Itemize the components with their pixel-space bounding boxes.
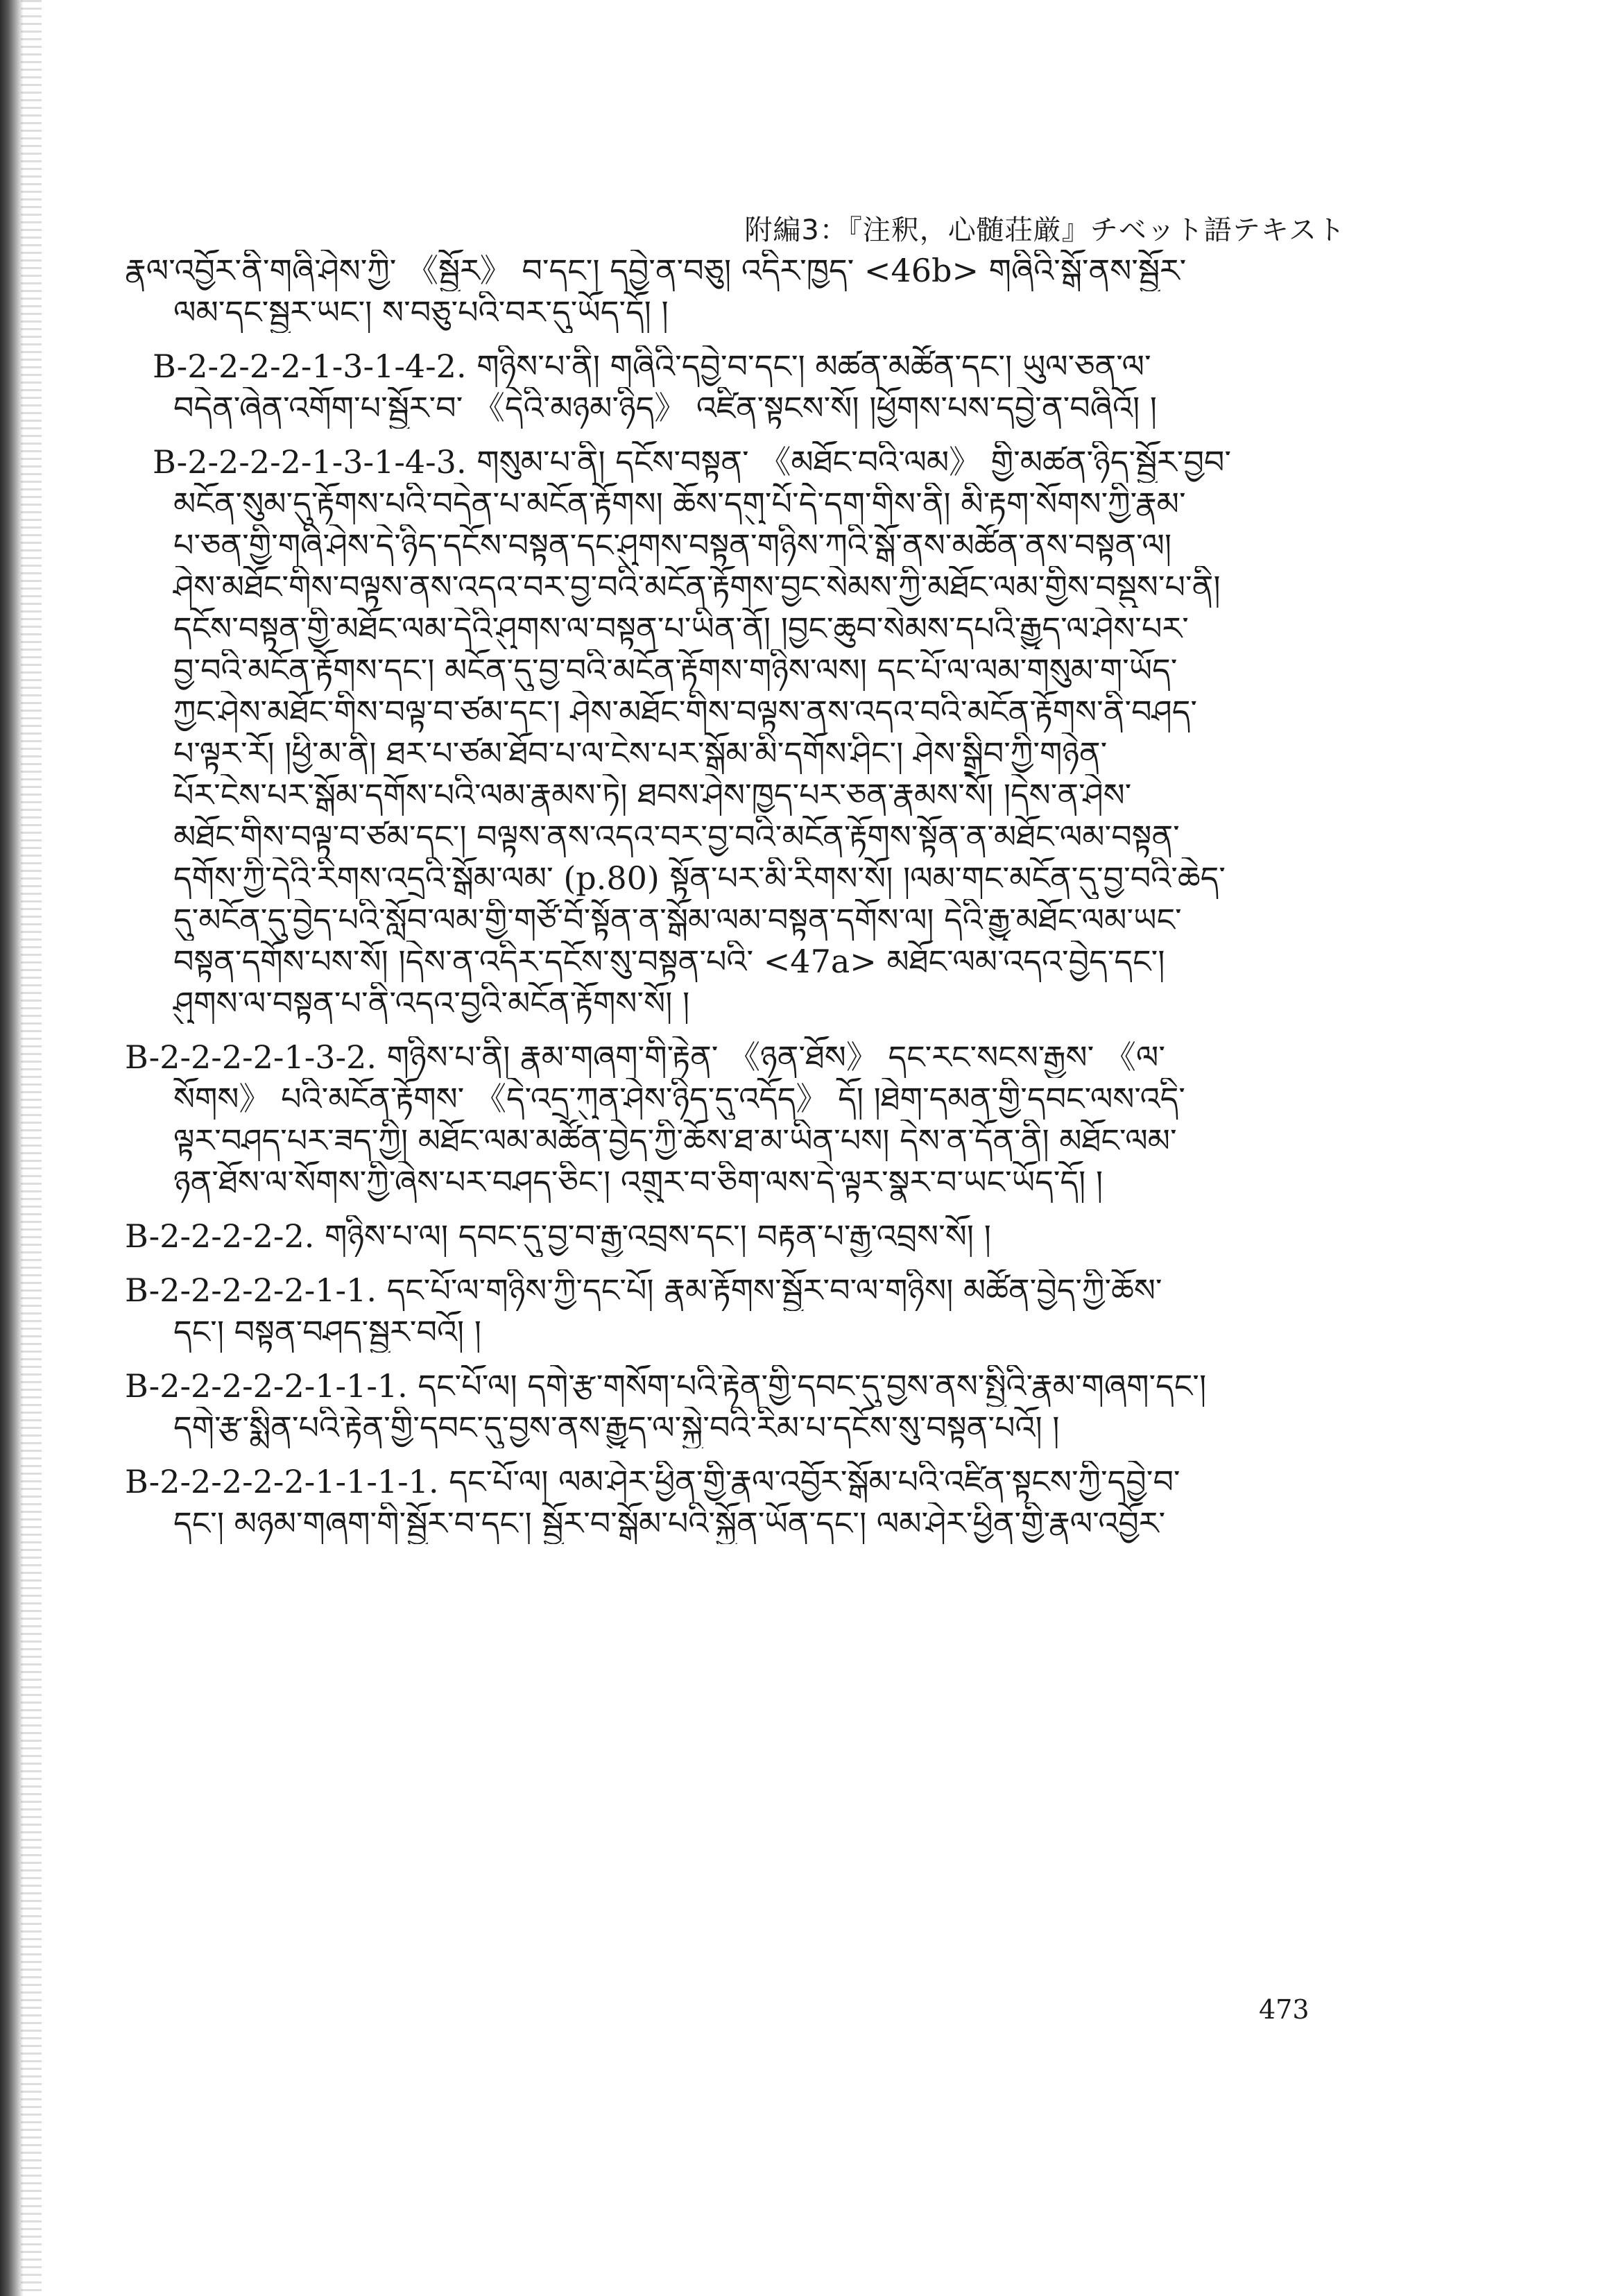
- section-B-2-2-2-2-1-3-2: [125, 1036, 1346, 1203]
- running-header: 附編3：『注釈，心髄荘厳』チベット語テキスト: [744, 214, 1346, 246]
- binding-speckle: [21, 0, 42, 2296]
- text-line: ལྟར་བཤད་པར་ཟད་ཀྱི། མཐོང་ལམ་མཚོན་བྱེད་ཀྱི་ཆོས་ཐ་མ་ཡིན་པས། དེས་ན་དོན་ནི། མཐོང་ལམ་: [173, 1122, 1177, 1159]
- section-B-2-2-2-2-1-3-1-4-2: [125, 345, 1346, 429]
- text-line: པ་ལྟར་རོ། །ཕྱི་མ་ནི། ཐར་པ་ཙམ་ཐོབ་པ་ལ་ངེས་པར་སྒོམ་མི་དགོས་ཤིང་། ཤེས་སྒྲིབ་ཀྱི་གཉེན་: [173, 735, 1108, 772]
- text-line: ཤེས་མཐོང་གིས་བལྟས་ནས་འདའ་བར་བྱ་བའི་མངོན་རྟོགས་བྱང་སེམས་ཀྱི་མཐོང་ལམ་གྱིས་བསྡུས་པ་ནི།: [173, 568, 1221, 606]
- text-line: དུ་མངོན་དུ་བྱེད་པའི་སློབ་ལམ་གྱི་གཙོ་བོ་སྟོན་ན་སྒོམ་ལམ་བསྟན་དགོས་ལ། དེའི་རྒྱུ་མཐོང་ལམ་ཡང་: [173, 901, 1182, 939]
- section-B-2-2-2-2-2-1-1-1: [125, 1365, 1346, 1448]
- text-line: པོར་ངེས་པར་སྒོམ་དགོས་པའི་ལམ་རྣམས་ཏེ། ཐབས་ཤེས་ཁྱད་པར་ཅན་རྣམས་སོ། །དེས་ན་ཤེས་: [173, 776, 1132, 814]
- section-B-2-2-2-2-2-1-1-1-1: [125, 1461, 1346, 1544]
- section-heading-line: B-2-2-2-2-2-1-1-1. དང་པོ་ལ། དགེ་རྩ་གསོག་པའི་རྟེན་གྱི་དབང་དུ་བྱས་ནས་སྤྱིའི་རྣམ་གཞག་དང་།: [125, 1367, 1207, 1405]
- text-line: པ་ཅན་གྱི་གཞི་ཤེས་དེ་ཉིད་དངོས་བསྟན་དང་ཤུགས་བསྟན་གཉིས་ཀའི་སྒོ་ནས་མཚོན་ནས་བསྟན་ལ།: [173, 526, 1172, 564]
- section-B-2-2-2-2-2-1-1: [125, 1269, 1346, 1353]
- section-heading-line: B-2-2-2-2-1-3-1-4-2. གཉིས་པ་ནི། གཞིའི་དབྱེ་བ་དང་། མཚན་མཚོན་དང་། ཡུལ་ཅན་ལ་: [153, 348, 1151, 385]
- text-line: དགེ་རྩ་སྨིན་པའི་རྟེན་གྱི་དབང་དུ་བྱས་ནས་རྒྱུད་ལ་སྐྱེ་བའི་རིམ་པ་དངོས་སུ་བསྟན་པའོ། །: [173, 1409, 1060, 1446]
- section-B-2-2-2-2-2: [125, 1215, 1346, 1257]
- text-line: དངོས་བསྟན་གྱི་མཐོང་ལམ་དེའི་ཤུགས་ལ་བསྟན་པ་ཡིན་ནོ། །བྱང་ཆུབ་སེམས་དཔའི་རྒྱུད་ལ་ཤེས་པར་: [173, 610, 1189, 647]
- section-B-2-2-2-2-1-3-1-4-3: [125, 441, 1346, 1024]
- tibetan-text-block: [125, 250, 1346, 1557]
- binding-shadow: [0, 0, 24, 2296]
- text-line: དགོས་ཀྱི་དེའི་རིགས་འདྲའི་སྒོམ་ལམ་ (p.80) སྟོན་པར་མི་རིགས་སོ། །ལམ་གང་མངོན་དུ་བྱ་བའི་ཆེད་: [173, 859, 1226, 897]
- text-line: དང་། མཉམ་གཞག་གི་སྦྱོར་བ་དང་། སྦྱོར་བ་སྒོམ་པའི་སྐྱོན་ཡོན་དང་། ལམ་ཤེར་ཕྱིན་གྱི་རྣལ་འབྱོར་: [173, 1505, 1166, 1542]
- text-line: ཀྱང་ཤེས་མཐོང་གིས་བལྟ་བ་ཙམ་དང་། ཤེས་མཐོང་གིས་བལྟས་ནས་འདའ་བའི་མངོན་རྟོགས་ནི་བཤད་: [173, 693, 1197, 730]
- paragraph-continuation: [125, 250, 1346, 333]
- text-line: བསྟན་དགོས་པས་སོ། །དེས་ན་འདིར་དངོས་སུ་བསྟན་པའི་ <47a> མཐོང་ལམ་འདའ་བྱེད་དང་།: [173, 943, 1165, 980]
- text-line: ཉན་ཐོས་ལ་སོགས་ཀྱི་ཞེས་པར་བཤད་ཅིང་། འགྲུར་བ་ཅིག་ལས་དེ་ལྟར་སྣར་བ་ཡང་ཡོད་དོ། །: [173, 1163, 1104, 1201]
- text-line: མངོན་སུམ་དུ་རྟོགས་པའི་བདེན་པ་མངོན་རྟོགས། ཆོས་དགུ་པོ་དེ་དག་གིས་ནི། མི་རྟག་སོགས་ཀྱི་རྣམ་: [173, 485, 1186, 522]
- text-line: མཐོང་གིས་བལྟ་བ་ཙམ་དང་། བལྟས་ནས་འདའ་བར་བྱ་བའི་མངོན་རྟོགས་སྟོན་ན་མཐོང་ལམ་བསྟན་: [173, 818, 1180, 855]
- section-heading-line: B-2-2-2-2-2-1-1. དང་པོ་ལ་གཉིས་ཀྱི་དང་པོ། རྣམ་རྟོགས་སྦྱོར་བ་ལ་གཉིས། མཚོན་བྱེད་ཀྱི་ཆོས་: [125, 1271, 1162, 1309]
- text-line: ཤུགས་ལ་བསྟན་པ་ནི་འདའ་བྱའི་མངོན་རྟོགས་སོ། །: [173, 984, 690, 1022]
- text-line: བདེན་ཞེན་འགོག་པ་སྦྱོར་བ་ 《དེའི་མཉམ་ཉིད》 འཛིན་སྟངས་སོ། །ཕྱོགས་པས་དབྱེ་ན་བཞིའོ། །: [173, 389, 1158, 427]
- section-heading-line: B-2-2-2-2-2-1-1-1-1. དང་པོ་ལ། ལམ་ཤེར་ཕྱིན་གྱི་རྣལ་འབྱོར་སྒོམ་པའི་འཛིན་སྟངས་ཀྱི་དབྱེ་བ་: [125, 1463, 1180, 1500]
- text-line: ལམ་དང་སྦྱར་ཡང་། ས་བཅུ་པའི་བར་དུ་ཡོད་དོ། །: [173, 293, 669, 331]
- page-number: 473: [1259, 1994, 1309, 2025]
- text-line: བྱ་བའི་མངོན་རྟོགས་དང་། མངོན་དུ་བྱ་བའི་མངོན་རྟོགས་གཉིས་ལས། དང་པོ་ལ་ལམ་གསུམ་ག་ཡོད་: [173, 651, 1178, 689]
- section-heading-line: B-2-2-2-2-2. གཉིས་པ་ལ། དབང་དུ་བྱ་བ་རྒྱ་འབྲས་དང་། བརྟན་པ་རྒྱ་འབྲས་སོ། །: [125, 1217, 991, 1255]
- text-line: སོགས》 པའི་མངོན་རྟོགས་ 《དེ་འདྲ་ཀུན་ཤེས་ཉིད་དུ་འདོད》 དོ། །ཐེག་དམན་གྱི་དབང་ལས་འདི་: [173, 1080, 1185, 1117]
- text-line: དང་། བསྟན་བཤད་སྦྱར་བའོ། །: [173, 1313, 481, 1351]
- section-heading-line: B-2-2-2-2-1-3-2. གཉིས་པ་ནི། རྣམ་གཞག་གི་རྟེན་ 《ཉན་ཐོས》 དང་རང་སངས་རྒྱས་ 《ལ་: [125, 1038, 1165, 1076]
- section-heading-line: B-2-2-2-2-1-3-1-4-3. གསུམ་པ་ནི། དངོས་བསྟན་ 《མཐོང་བའི་ལམ》 གྱི་མཚན་ཉིད་སྦྱོར་བྱབ་: [153, 443, 1232, 481]
- text-line: རྣལ་འབྱོར་ནི་གཞི་ཤེས་ཀྱི་ 《སྦྱོར》 བ་དང་། དབྱེ་ན་བཅུ། འདིར་ཁྱད་ <46b> གཞིའི་སྒོ་ནས་སྦྱོར་: [125, 252, 1187, 289]
